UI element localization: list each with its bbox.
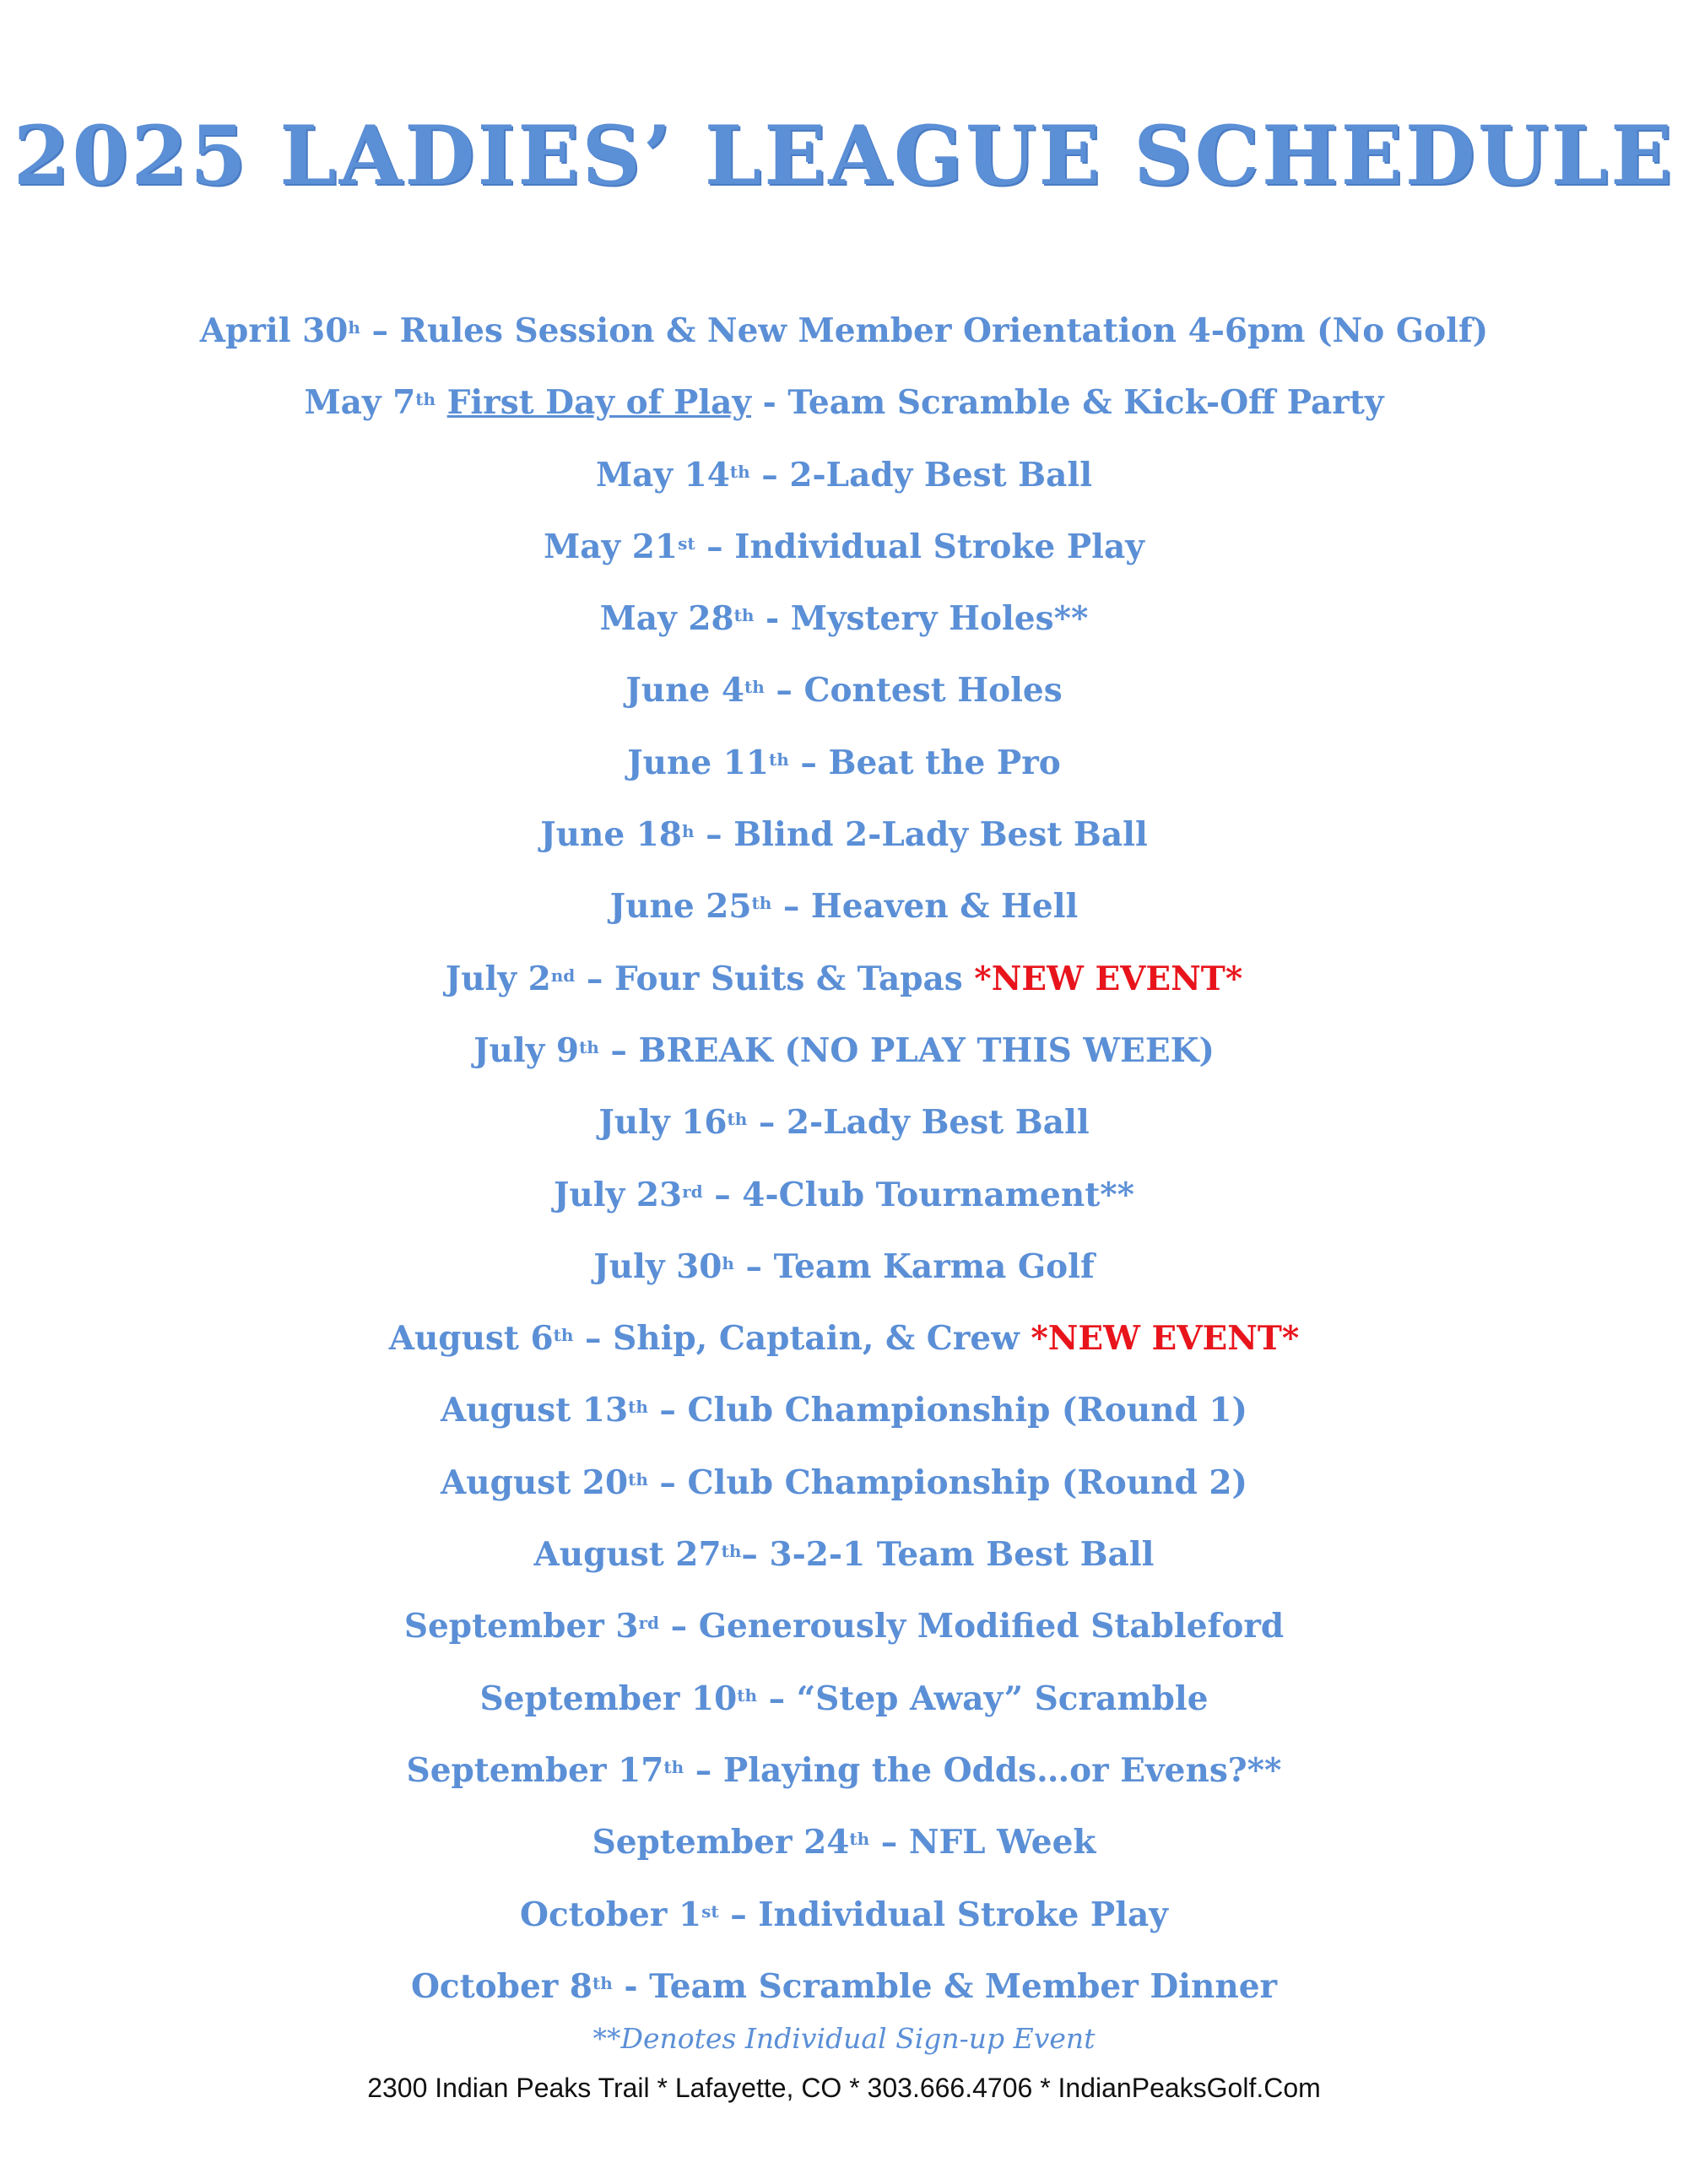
event-separator: –	[757, 1679, 797, 1718]
date-ordinal-suffix: th	[628, 1468, 648, 1489]
new-event-badge: *NEW EVENT*	[974, 959, 1243, 998]
schedule-event	[0, 799, 1688, 871]
schedule-event	[0, 367, 1688, 439]
event-separator: –	[573, 1319, 614, 1359]
schedule-event	[0, 1303, 1688, 1375]
schedule-event	[0, 1015, 1688, 1087]
event-date: October 8	[410, 1966, 593, 2006]
schedule-event	[0, 1519, 1688, 1591]
event-separator: –	[659, 1607, 699, 1646]
schedule-event	[0, 655, 1688, 727]
date-ordinal-suffix: th	[628, 1397, 648, 1418]
date-ordinal-suffix: th	[721, 1541, 742, 1562]
date-ordinal-suffix: st	[701, 1900, 719, 1922]
schedule-event	[0, 1447, 1688, 1519]
event-name: Four Suits & Tapas	[614, 959, 975, 998]
event-separator: -	[754, 599, 791, 639]
event-highlight: First Day of Play	[446, 383, 752, 423]
event-name: Individual Stroke Play	[758, 1895, 1168, 1934]
event-date: August 6	[388, 1319, 554, 1359]
event-name: 2-Lady Best Ball	[789, 455, 1093, 495]
date-ordinal-suffix: th	[592, 1972, 613, 1993]
event-separator	[436, 383, 447, 422]
event-name: Rules Session & New Member Orientation 4-6pm (No Golf)	[399, 311, 1489, 350]
date-ordinal-suffix: th	[663, 1756, 684, 1777]
event-name: Blind 2-Lady Best Ball	[733, 815, 1148, 855]
event-separator: –	[702, 1175, 743, 1214]
date-ordinal-suffix: th	[729, 461, 750, 482]
event-name: Club Championship (Round 2)	[687, 1462, 1247, 1502]
event-date: August 20	[441, 1462, 629, 1502]
event-name: - Team Scramble & Kick-Off Party	[751, 383, 1384, 423]
contact-address: 2300 Indian Peaks Trail * Lafayette, CO * 303.666.4706 * IndianPeaksGolf.Com	[367, 2073, 1321, 2103]
event-name: Generously Modified Stableford	[698, 1607, 1285, 1646]
event-date: June 25	[609, 887, 752, 927]
date-ordinal-suffix: st	[678, 532, 695, 554]
schedule-event	[0, 1735, 1688, 1807]
event-name: Playing the Odds…or Evens?**	[722, 1750, 1282, 1790]
schedule-event	[0, 1375, 1688, 1446]
event-date: September 17	[406, 1750, 664, 1790]
event-date: September 3	[403, 1607, 639, 1646]
schedule-event	[0, 1663, 1688, 1735]
event-separator: –	[741, 1535, 770, 1575]
new-event-badge: *NEW EVENT*	[1031, 1319, 1300, 1359]
event-date: June 4	[625, 671, 745, 711]
event-date: July 23	[553, 1175, 683, 1214]
event-separator: -	[612, 1966, 650, 2006]
event-date: October 1	[520, 1895, 702, 1934]
event-separator: –	[684, 1750, 723, 1790]
event-date: August 13	[441, 1391, 629, 1430]
event-name: BREAK (NO PLAY THIS WEEK)	[638, 1030, 1215, 1070]
date-ordinal-suffix: rd	[638, 1613, 660, 1634]
event-separator: –	[747, 1103, 787, 1143]
date-ordinal-suffix: th	[744, 677, 765, 698]
event-separator: –	[771, 887, 811, 927]
date-ordinal-suffix: h	[682, 821, 695, 842]
event-date: July 16	[598, 1103, 728, 1143]
event-name: Beat the Pro	[828, 743, 1061, 782]
event-name: Team Karma Golf	[773, 1246, 1095, 1286]
date-ordinal-suffix: th	[727, 1109, 748, 1130]
event-name: Heaven & Hell	[810, 887, 1079, 927]
event-separator: –	[764, 671, 804, 711]
schedule-event	[0, 871, 1688, 943]
footnote: **Denotes Individual Sign-up Event	[592, 2022, 1096, 2055]
event-date: July 30	[593, 1246, 722, 1286]
schedule-event	[0, 1231, 1688, 1303]
event-name: Team Scramble & Member Dinner	[649, 1966, 1278, 2006]
event-separator: –	[718, 1895, 759, 1934]
schedule-event	[0, 583, 1688, 655]
event-name: Mystery Holes**	[790, 599, 1089, 639]
event-date: July 9	[473, 1030, 580, 1070]
schedule-event	[0, 1807, 1688, 1879]
date-ordinal-suffix: th	[733, 605, 755, 626]
event-name: Club Championship (Round 1)	[687, 1391, 1247, 1430]
event-name: Individual Stroke Play	[734, 527, 1144, 566]
date-ordinal-suffix: th	[769, 749, 789, 770]
event-name: 3-2-1 Team Best Ball	[769, 1535, 1155, 1575]
schedule-event	[0, 1087, 1688, 1159]
schedule-event	[0, 1591, 1688, 1662]
event-separator: –	[647, 1462, 688, 1502]
schedule-event	[0, 1879, 1688, 1951]
event-separator: –	[749, 455, 790, 495]
event-name: 4-Club Tournament**	[742, 1175, 1135, 1214]
date-ordinal-suffix: h	[722, 1252, 734, 1273]
date-ordinal-suffix: th	[579, 1036, 599, 1057]
schedule-event	[0, 1160, 1688, 1231]
event-date: July 2	[445, 959, 551, 998]
schedule-event	[0, 1951, 1688, 2023]
date-ordinal-suffix: th	[751, 893, 772, 914]
event-separator: –	[360, 311, 400, 350]
event-list	[0, 295, 1688, 2023]
schedule-event	[0, 295, 1688, 367]
event-date: September 24	[592, 1823, 850, 1862]
event-separator: –	[598, 1030, 639, 1070]
date-ordinal-suffix: th	[849, 1829, 870, 1850]
event-date: August 27	[533, 1535, 722, 1575]
event-separator: –	[869, 1823, 909, 1862]
event-date: September 10	[479, 1679, 738, 1718]
date-ordinal-suffix: nd	[550, 965, 576, 986]
date-ordinal-suffix: th	[737, 1684, 758, 1706]
event-date: June 11	[627, 743, 770, 782]
schedule-event	[0, 943, 1688, 1015]
page-title: 2025 LADIES’ LEAGUE SCHEDULE	[13, 108, 1675, 203]
date-ordinal-suffix: th	[415, 389, 436, 410]
event-date: April 30	[199, 311, 349, 350]
event-separator: –	[694, 815, 734, 855]
event-name: NFL Week	[908, 1823, 1096, 1862]
event-separator: –	[788, 743, 829, 782]
event-separator: –	[695, 527, 735, 566]
event-date: June 18	[540, 815, 683, 855]
event-date: May 7	[304, 383, 416, 423]
event-date: May 21	[544, 527, 679, 566]
event-name: Ship, Captain, & Crew	[613, 1319, 1031, 1359]
event-name: “Step Away” Scramble	[796, 1679, 1209, 1718]
event-separator: –	[647, 1391, 688, 1430]
event-separator: –	[575, 959, 614, 998]
event-date: May 14	[595, 455, 730, 495]
schedule-event	[0, 511, 1688, 583]
date-ordinal-suffix: h	[348, 317, 360, 338]
event-date: May 28	[599, 599, 734, 639]
date-ordinal-suffix: rd	[682, 1181, 703, 1202]
event-separator: –	[733, 1246, 774, 1286]
schedule-event	[0, 440, 1688, 511]
date-ordinal-suffix: th	[553, 1325, 574, 1346]
schedule-event	[0, 727, 1688, 799]
event-name: Contest Holes	[803, 671, 1063, 711]
event-name: 2-Lady Best Ball	[786, 1103, 1090, 1143]
